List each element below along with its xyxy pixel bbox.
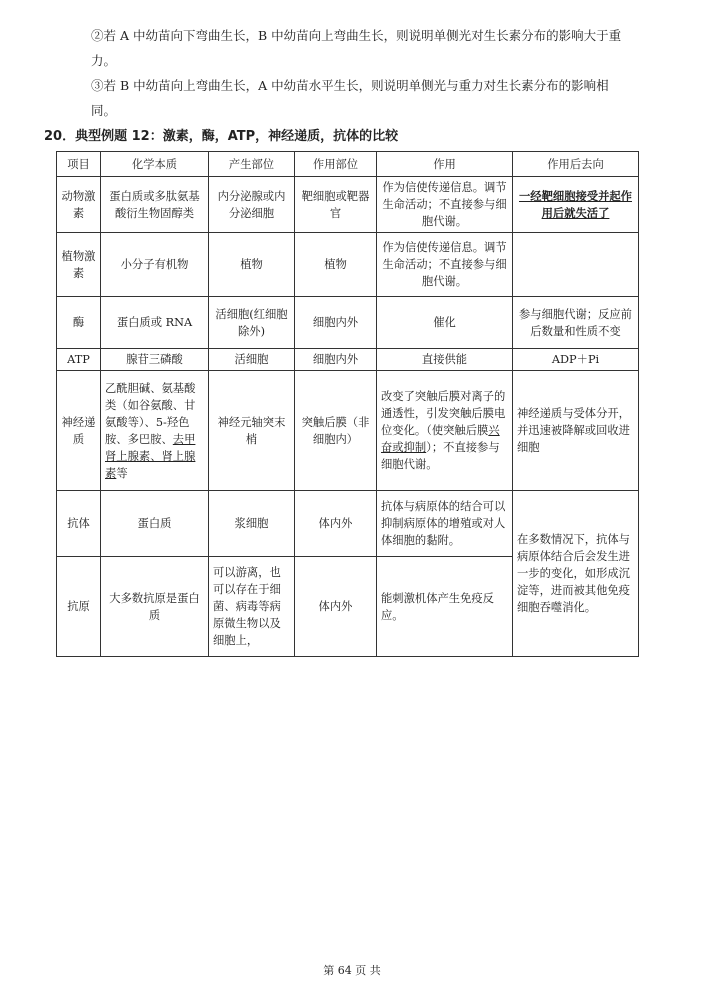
- function-tail-text: ）；不直接参与细胞代谢。: [381, 441, 500, 471]
- cell-item: ATP: [57, 349, 101, 371]
- cell-site: 植物: [295, 233, 377, 297]
- header-item: 项目: [57, 152, 101, 177]
- cell-function: 作为信使传递信息。调节生命活动；不直接参与细胞代谢。: [377, 233, 513, 297]
- cell-function: 直接供能: [377, 349, 513, 371]
- cell-fate: 在多数情况下，抗体与病原体结合后会发生进一步的变化，如形成沉淀等，进而被其他免疫细胞吞噬消化。: [513, 491, 639, 657]
- cell-origin: 浆细胞: [209, 491, 295, 557]
- cell-fate: 神经递质与受体分开，并迅速被降解或回收进细胞: [513, 371, 639, 491]
- nature-tail-text: 等: [116, 466, 128, 480]
- cell-site: 细胞内外: [295, 297, 377, 349]
- cell-site: 突触后膜（非细胞内）: [295, 371, 377, 491]
- cell-function: 催化: [377, 297, 513, 349]
- cell-origin: 植物: [209, 233, 295, 297]
- cell-item: 抗原: [57, 557, 101, 657]
- cell-origin: 神经元轴突末梢: [209, 371, 295, 491]
- table-row: [57, 177, 639, 233]
- table-row: [57, 491, 639, 557]
- cell-fate: 参与细胞代谢；反应前后数量和性质不变: [513, 297, 639, 349]
- cell-origin: 活细胞: [209, 349, 295, 371]
- cell-origin: 活细胞(红细胞除外): [209, 297, 295, 349]
- cell-nature: 小分子有机物: [101, 233, 209, 297]
- table-header-row: [57, 152, 639, 177]
- header-fate: 作用后去向: [513, 152, 639, 177]
- paragraph-3: ③若 B 中幼苗向上弯曲生长，A 中幼苗水平生长，则说明单侧光与重力对生长素分布的影响相同。: [91, 78, 609, 118]
- section-heading: 20．典型例题 12：激素，酶，ATP，神经递质，抗体的比较: [44, 129, 399, 144]
- header-origin: 产生部位: [209, 152, 295, 177]
- cell-fate: 一经靶细胞接受并起作用后就失活了: [513, 177, 639, 233]
- cell-origin: 可以游离，也可以存在于细菌、病毒等病原微生物以及细胞上，: [209, 557, 295, 657]
- cell-origin: 内分泌腺或内分泌细胞: [209, 177, 295, 233]
- cell-item: 酶: [57, 297, 101, 349]
- cell-site: 靶细胞或靶器官: [295, 177, 377, 233]
- cell-nature: 蛋白质或多肽氨基酸衍生物固醇类: [101, 177, 209, 233]
- cell-item: 动物激素: [57, 177, 101, 233]
- cell-function: 作为信使传递信息。调节生命活动；不直接参与细胞代谢。: [377, 177, 513, 233]
- cell-nature: [101, 371, 209, 491]
- paragraph-2: ②若 A 中幼苗向下弯曲生长，B 中幼苗向上弯曲生长，则说明单侧光对生长素分布的影响大于重力。: [91, 28, 622, 68]
- cell-nature: 大多数抗原是蛋白质: [101, 557, 209, 657]
- nature-text: 乙酰胆碱、氨基酸类（如谷氨酸、甘氨酸等）、5-羟色胺、多巴胺、: [105, 381, 196, 446]
- cell-function: 抗体与病原体的结合可以抑制病原体的增殖或对人体细胞的黏附。: [377, 491, 513, 557]
- header-nature: 化学本质: [101, 152, 209, 177]
- cell-item: 植物激素: [57, 233, 101, 297]
- header-function: 作用: [377, 152, 513, 177]
- table-row: [57, 371, 639, 491]
- cell-site: 细胞内外: [295, 349, 377, 371]
- table-row: [57, 297, 639, 349]
- cell-nature: 蛋白质或 RNA: [101, 297, 209, 349]
- cell-function: 能刺激机体产生免疫反应。: [377, 557, 513, 657]
- page-footer: 第 64 页 共: [323, 964, 381, 977]
- cell-function: [377, 371, 513, 491]
- function-underlined-text: 兴奋或抑制: [381, 424, 500, 454]
- header-site: 作用部位: [295, 152, 377, 177]
- table-row: [57, 233, 639, 297]
- cell-site: 体内外: [295, 491, 377, 557]
- cell-nature: 蛋白质: [101, 491, 209, 557]
- cell-item: 抗体: [57, 491, 101, 557]
- function-text: 改变了突触后膜对离子的通透性，引发突触后膜电位变化。（使突触后膜: [381, 390, 506, 437]
- comparison-table: [56, 151, 639, 657]
- cell-site: 体内外: [295, 557, 377, 657]
- table-row: [57, 349, 639, 371]
- cell-fate: [513, 233, 639, 297]
- cell-item: 神经递质: [57, 371, 101, 491]
- nature-underlined-text: 去甲肾上腺素、肾上腺素: [105, 432, 196, 480]
- cell-fate: ADP＋Pi: [513, 349, 639, 371]
- cell-nature: 腺苷三磷酸: [101, 349, 209, 371]
